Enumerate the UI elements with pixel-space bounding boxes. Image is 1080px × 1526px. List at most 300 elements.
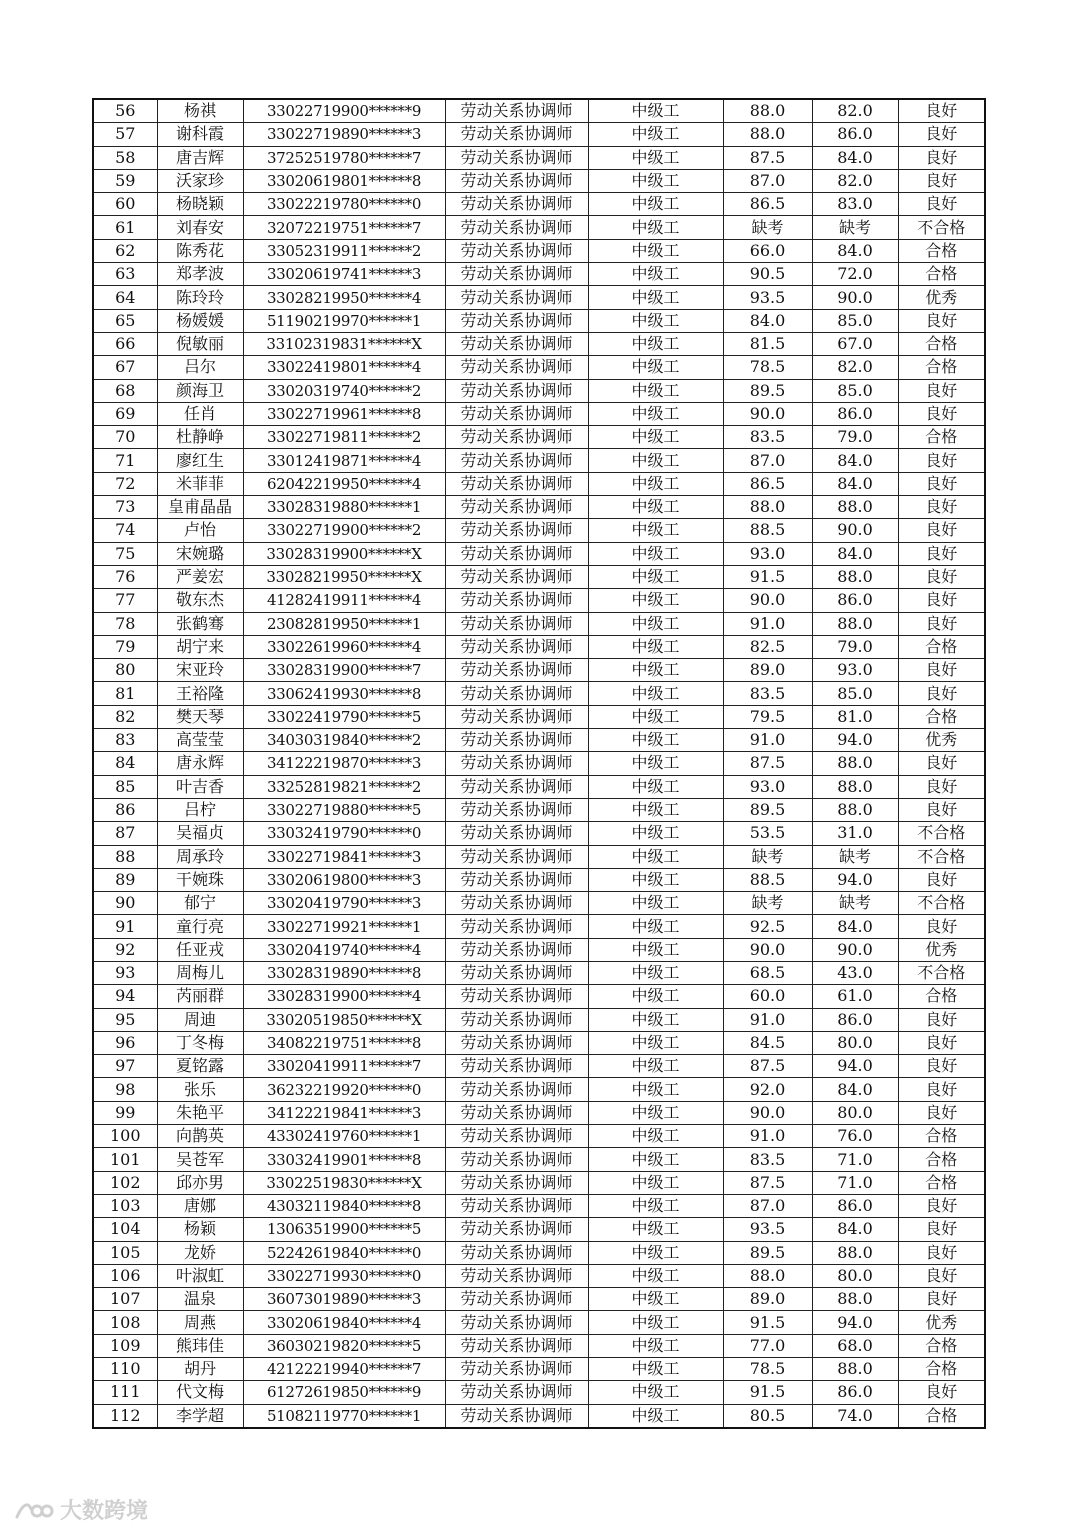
table-row — [93, 286, 985, 309]
skill-score-cell: 88.0 — [812, 1288, 898, 1311]
seq-cell: 56 — [93, 99, 157, 123]
seq-cell: 98 — [93, 1078, 157, 1101]
level-cell: 中级工 — [588, 1358, 723, 1381]
occupation-cell: 劳动关系协调师 — [445, 286, 588, 309]
level-cell: 中级工 — [588, 1381, 723, 1404]
theory-score-cell: 89.5 — [723, 379, 812, 402]
theory-score-cell: 92.0 — [723, 1078, 812, 1101]
table-row — [93, 892, 985, 915]
occupation-cell: 劳动关系协调师 — [445, 1241, 588, 1264]
seq-cell: 77 — [93, 589, 157, 612]
level-cell: 中级工 — [588, 612, 723, 635]
table-row — [93, 332, 985, 355]
level-cell: 中级工 — [588, 472, 723, 495]
grade-cell: 良好 — [898, 542, 985, 565]
occupation-cell: 劳动关系协调师 — [445, 1125, 588, 1148]
skill-score-cell: 88.0 — [812, 612, 898, 635]
occupation-cell: 劳动关系协调师 — [445, 309, 588, 332]
table-row — [93, 1241, 985, 1264]
name-cell: 敬东杰 — [157, 589, 243, 612]
id-number-cell: 33102319831******X — [243, 332, 445, 355]
theory-score-cell: 83.5 — [723, 426, 812, 449]
seq-cell: 90 — [93, 892, 157, 915]
table-row — [93, 216, 985, 239]
seq-cell: 69 — [93, 402, 157, 425]
level-cell: 中级工 — [588, 263, 723, 286]
occupation-cell: 劳动关系协调师 — [445, 379, 588, 402]
skill-score-cell: 94.0 — [812, 1055, 898, 1078]
table-row — [93, 961, 985, 984]
grade-cell: 良好 — [898, 1241, 985, 1264]
name-cell: 代文梅 — [157, 1381, 243, 1404]
id-number-cell: 33020419740******4 — [243, 938, 445, 961]
grade-cell: 良好 — [898, 99, 985, 123]
theory-score-cell: 87.5 — [723, 752, 812, 775]
theory-score-cell: 88.5 — [723, 519, 812, 542]
seq-cell: 68 — [93, 379, 157, 402]
skill-score-cell: 85.0 — [812, 379, 898, 402]
level-cell: 中级工 — [588, 216, 723, 239]
skill-score-cell: 88.0 — [812, 775, 898, 798]
name-cell: 周迪 — [157, 1008, 243, 1031]
skill-score-cell: 80.0 — [812, 1101, 898, 1124]
table-row — [93, 1194, 985, 1217]
skill-score-cell: 84.0 — [812, 915, 898, 938]
name-cell: 皇甫晶晶 — [157, 496, 243, 519]
id-number-cell: 43032119840******8 — [243, 1194, 445, 1217]
table-row — [93, 635, 985, 658]
seq-cell: 106 — [93, 1264, 157, 1287]
grade-cell: 良好 — [898, 1101, 985, 1124]
theory-score-cell: 60.0 — [723, 985, 812, 1008]
skill-score-cell: 90.0 — [812, 519, 898, 542]
grade-cell: 良好 — [898, 472, 985, 495]
name-cell: 唐娜 — [157, 1194, 243, 1217]
grade-cell: 良好 — [898, 659, 985, 682]
theory-score-cell: 90.0 — [723, 589, 812, 612]
name-cell: 吴福贞 — [157, 822, 243, 845]
name-cell: 周承玲 — [157, 845, 243, 868]
occupation-cell: 劳动关系协调师 — [445, 682, 588, 705]
occupation-cell: 劳动关系协调师 — [445, 565, 588, 588]
theory-score-cell: 缺考 — [723, 845, 812, 868]
table-row — [93, 542, 985, 565]
seq-cell: 80 — [93, 659, 157, 682]
id-number-cell: 33028319900******4 — [243, 985, 445, 1008]
theory-score-cell: 91.0 — [723, 729, 812, 752]
name-cell: 朱艳平 — [157, 1101, 243, 1124]
level-cell: 中级工 — [588, 985, 723, 1008]
occupation-cell: 劳动关系协调师 — [445, 1008, 588, 1031]
skill-score-cell: 86.0 — [812, 1381, 898, 1404]
level-cell: 中级工 — [588, 1125, 723, 1148]
skill-score-cell: 74.0 — [812, 1404, 898, 1428]
score-table-container — [92, 98, 984, 1429]
skill-score-cell: 81.0 — [812, 705, 898, 728]
table-row — [93, 263, 985, 286]
table-row — [93, 612, 985, 635]
table-row — [93, 1288, 985, 1311]
table-row — [93, 775, 985, 798]
theory-score-cell: 93.0 — [723, 542, 812, 565]
grade-cell: 良好 — [898, 449, 985, 472]
occupation-cell: 劳动关系协调师 — [445, 519, 588, 542]
occupation-cell: 劳动关系协调师 — [445, 752, 588, 775]
level-cell: 中级工 — [588, 915, 723, 938]
skill-score-cell: 76.0 — [812, 1125, 898, 1148]
occupation-cell: 劳动关系协调师 — [445, 775, 588, 798]
theory-score-cell: 86.5 — [723, 193, 812, 216]
table-row — [93, 1148, 985, 1171]
level-cell: 中级工 — [588, 938, 723, 961]
grade-cell: 良好 — [898, 775, 985, 798]
watermark — [14, 1494, 148, 1524]
table-row — [93, 519, 985, 542]
table-row — [93, 915, 985, 938]
grade-cell: 良好 — [898, 169, 985, 192]
level-cell: 中级工 — [588, 1078, 723, 1101]
theory-score-cell: 89.0 — [723, 1288, 812, 1311]
level-cell: 中级工 — [588, 332, 723, 355]
level-cell: 中级工 — [588, 822, 723, 845]
grade-cell: 优秀 — [898, 938, 985, 961]
seq-cell: 65 — [93, 309, 157, 332]
grade-cell: 良好 — [898, 798, 985, 821]
id-number-cell: 33022419801******4 — [243, 356, 445, 379]
skill-score-cell: 85.0 — [812, 309, 898, 332]
level-cell: 中级工 — [588, 309, 723, 332]
name-cell: 周燕 — [157, 1311, 243, 1334]
level-cell: 中级工 — [588, 169, 723, 192]
grade-cell: 合格 — [898, 1334, 985, 1357]
level-cell: 中级工 — [588, 961, 723, 984]
table-row — [93, 822, 985, 845]
grade-cell: 优秀 — [898, 1311, 985, 1334]
occupation-cell: 劳动关系协调师 — [445, 216, 588, 239]
skill-score-cell: 80.0 — [812, 1264, 898, 1287]
seq-cell: 70 — [93, 426, 157, 449]
seq-cell: 100 — [93, 1125, 157, 1148]
occupation-cell: 劳动关系协调师 — [445, 589, 588, 612]
level-cell: 中级工 — [588, 1264, 723, 1287]
skill-score-cell: 93.0 — [812, 659, 898, 682]
id-number-cell: 23082819950******1 — [243, 612, 445, 635]
skill-score-cell: 86.0 — [812, 123, 898, 146]
grade-cell: 良好 — [898, 1264, 985, 1287]
table-row — [93, 729, 985, 752]
seq-cell: 82 — [93, 705, 157, 728]
seq-cell: 96 — [93, 1031, 157, 1054]
id-number-cell: 34030319840******2 — [243, 729, 445, 752]
skill-score-cell: 94.0 — [812, 729, 898, 752]
theory-score-cell: 91.5 — [723, 565, 812, 588]
seq-cell: 61 — [93, 216, 157, 239]
occupation-cell: 劳动关系协调师 — [445, 845, 588, 868]
name-cell: 唐永辉 — [157, 752, 243, 775]
level-cell: 中级工 — [588, 1194, 723, 1217]
seq-cell: 110 — [93, 1358, 157, 1381]
skill-score-cell: 84.0 — [812, 146, 898, 169]
level-cell: 中级工 — [588, 1218, 723, 1241]
table-row — [93, 1404, 985, 1428]
skill-score-cell: 86.0 — [812, 1008, 898, 1031]
seq-cell: 109 — [93, 1334, 157, 1357]
grade-cell: 良好 — [898, 682, 985, 705]
skill-score-cell: 79.0 — [812, 426, 898, 449]
table-row — [93, 1031, 985, 1054]
name-cell: 童行亮 — [157, 915, 243, 938]
theory-score-cell: 87.0 — [723, 449, 812, 472]
grade-cell: 良好 — [898, 146, 985, 169]
table-row — [93, 146, 985, 169]
seq-cell: 93 — [93, 961, 157, 984]
theory-score-cell: 86.5 — [723, 472, 812, 495]
table-row — [93, 496, 985, 519]
name-cell: 夏铭露 — [157, 1055, 243, 1078]
name-cell: 杨颖 — [157, 1218, 243, 1241]
table-row — [93, 985, 985, 1008]
occupation-cell: 劳动关系协调师 — [445, 496, 588, 519]
theory-score-cell: 91.0 — [723, 612, 812, 635]
level-cell: 中级工 — [588, 705, 723, 728]
level-cell: 中级工 — [588, 1031, 723, 1054]
level-cell: 中级工 — [588, 892, 723, 915]
occupation-cell: 劳动关系协调师 — [445, 729, 588, 752]
name-cell: 杜静峥 — [157, 426, 243, 449]
seq-cell: 74 — [93, 519, 157, 542]
name-cell: 卢怡 — [157, 519, 243, 542]
level-cell: 中级工 — [588, 565, 723, 588]
seq-cell: 84 — [93, 752, 157, 775]
occupation-cell: 劳动关系协调师 — [445, 1148, 588, 1171]
skill-score-cell: 94.0 — [812, 1311, 898, 1334]
skill-score-cell: 缺考 — [812, 892, 898, 915]
table-row — [93, 309, 985, 332]
grade-cell: 良好 — [898, 309, 985, 332]
theory-score-cell: 93.5 — [723, 286, 812, 309]
table-row — [93, 239, 985, 262]
grade-cell: 合格 — [898, 1148, 985, 1171]
grade-cell: 合格 — [898, 1171, 985, 1194]
skill-score-cell: 86.0 — [812, 589, 898, 612]
skill-score-cell: 80.0 — [812, 1031, 898, 1054]
skill-score-cell: 84.0 — [812, 1218, 898, 1241]
table-row — [93, 472, 985, 495]
seq-cell: 89 — [93, 868, 157, 891]
theory-score-cell: 77.0 — [723, 1334, 812, 1357]
table-row — [93, 1264, 985, 1287]
id-number-cell: 33022519830******X — [243, 1171, 445, 1194]
name-cell: 胡丹 — [157, 1358, 243, 1381]
name-cell: 叶吉香 — [157, 775, 243, 798]
skill-score-cell: 90.0 — [812, 286, 898, 309]
id-number-cell: 33022619960******4 — [243, 635, 445, 658]
id-number-cell: 33022719841******3 — [243, 845, 445, 868]
skill-score-cell: 94.0 — [812, 868, 898, 891]
theory-score-cell: 88.0 — [723, 1264, 812, 1287]
grade-cell: 优秀 — [898, 286, 985, 309]
level-cell: 中级工 — [588, 1404, 723, 1428]
id-number-cell: 33062419930******8 — [243, 682, 445, 705]
grade-cell: 良好 — [898, 1381, 985, 1404]
occupation-cell: 劳动关系协调师 — [445, 892, 588, 915]
seq-cell: 81 — [93, 682, 157, 705]
name-cell: 任肖 — [157, 402, 243, 425]
id-number-cell: 33022419790******5 — [243, 705, 445, 728]
grade-cell: 良好 — [898, 1218, 985, 1241]
table-row — [93, 1311, 985, 1334]
id-number-cell: 33022719880******5 — [243, 798, 445, 821]
theory-score-cell: 84.5 — [723, 1031, 812, 1054]
skill-score-cell: 72.0 — [812, 263, 898, 286]
occupation-cell: 劳动关系协调师 — [445, 915, 588, 938]
id-number-cell: 36030219820******5 — [243, 1334, 445, 1357]
grade-cell: 不合格 — [898, 845, 985, 868]
grade-cell: 良好 — [898, 1055, 985, 1078]
table-row — [93, 1334, 985, 1357]
level-cell: 中级工 — [588, 1334, 723, 1357]
table-row — [93, 1381, 985, 1404]
theory-score-cell: 87.5 — [723, 146, 812, 169]
id-number-cell: 34082219751******8 — [243, 1031, 445, 1054]
skill-score-cell: 88.0 — [812, 1358, 898, 1381]
table-row — [93, 1218, 985, 1241]
table-row — [93, 659, 985, 682]
skill-score-cell: 86.0 — [812, 1194, 898, 1217]
occupation-cell: 劳动关系协调师 — [445, 239, 588, 262]
grade-cell: 合格 — [898, 985, 985, 1008]
skill-score-cell: 85.0 — [812, 682, 898, 705]
skill-score-cell: 82.0 — [812, 356, 898, 379]
level-cell: 中级工 — [588, 286, 723, 309]
skill-score-cell: 88.0 — [812, 1241, 898, 1264]
name-cell: 宋婉璐 — [157, 542, 243, 565]
occupation-cell: 劳动关系协调师 — [445, 985, 588, 1008]
theory-score-cell: 93.5 — [723, 1218, 812, 1241]
id-number-cell: 51082119770******1 — [243, 1404, 445, 1428]
theory-score-cell: 91.0 — [723, 1125, 812, 1148]
seq-cell: 97 — [93, 1055, 157, 1078]
seq-cell: 112 — [93, 1404, 157, 1428]
name-cell: 颜海卫 — [157, 379, 243, 402]
id-number-cell: 33022719890******3 — [243, 123, 445, 146]
seq-cell: 78 — [93, 612, 157, 635]
theory-score-cell: 80.5 — [723, 1404, 812, 1428]
level-cell: 中级工 — [588, 146, 723, 169]
id-number-cell: 42122219940******7 — [243, 1358, 445, 1381]
name-cell: 樊天琴 — [157, 705, 243, 728]
grade-cell: 优秀 — [898, 729, 985, 752]
id-number-cell: 33020619741******3 — [243, 263, 445, 286]
name-cell: 高莹莹 — [157, 729, 243, 752]
seq-cell: 102 — [93, 1171, 157, 1194]
occupation-cell: 劳动关系协调师 — [445, 822, 588, 845]
level-cell: 中级工 — [588, 99, 723, 123]
theory-score-cell: 89.5 — [723, 798, 812, 821]
seq-cell: 103 — [93, 1194, 157, 1217]
grade-cell: 良好 — [898, 565, 985, 588]
level-cell: 中级工 — [588, 496, 723, 519]
table-body — [93, 99, 985, 1428]
level-cell: 中级工 — [588, 798, 723, 821]
grade-cell: 合格 — [898, 1358, 985, 1381]
id-number-cell: 33052319911******2 — [243, 239, 445, 262]
table-row — [93, 426, 985, 449]
id-number-cell: 33020619801******8 — [243, 169, 445, 192]
grade-cell: 良好 — [898, 1194, 985, 1217]
occupation-cell: 劳动关系协调师 — [445, 402, 588, 425]
seq-cell: 108 — [93, 1311, 157, 1334]
theory-score-cell: 78.5 — [723, 1358, 812, 1381]
name-cell: 郑孝波 — [157, 263, 243, 286]
name-cell: 杨晓颖 — [157, 193, 243, 216]
skill-score-cell: 43.0 — [812, 961, 898, 984]
name-cell: 吴苍军 — [157, 1148, 243, 1171]
table-row — [93, 99, 985, 123]
level-cell: 中级工 — [588, 519, 723, 542]
name-cell: 杨祺 — [157, 99, 243, 123]
grade-cell: 良好 — [898, 1078, 985, 1101]
skill-score-cell: 88.0 — [812, 565, 898, 588]
score-table — [92, 98, 986, 1429]
occupation-cell: 劳动关系协调师 — [445, 263, 588, 286]
theory-score-cell: 91.5 — [723, 1381, 812, 1404]
id-number-cell: 33028219950******4 — [243, 286, 445, 309]
name-cell: 李学超 — [157, 1404, 243, 1428]
name-cell: 严姜宏 — [157, 565, 243, 588]
skill-score-cell: 82.0 — [812, 169, 898, 192]
grade-cell: 良好 — [898, 868, 985, 891]
level-cell: 中级工 — [588, 542, 723, 565]
id-number-cell: 33020419790******3 — [243, 892, 445, 915]
grade-cell: 不合格 — [898, 961, 985, 984]
skill-score-cell: 61.0 — [812, 985, 898, 1008]
occupation-cell: 劳动关系协调师 — [445, 169, 588, 192]
occupation-cell: 劳动关系协调师 — [445, 1171, 588, 1194]
name-cell: 周梅儿 — [157, 961, 243, 984]
table-row — [93, 1101, 985, 1124]
theory-score-cell: 78.5 — [723, 356, 812, 379]
skill-score-cell: 83.0 — [812, 193, 898, 216]
occupation-cell: 劳动关系协调师 — [445, 123, 588, 146]
id-number-cell: 41282419911******4 — [243, 589, 445, 612]
level-cell: 中级工 — [588, 449, 723, 472]
seq-cell: 75 — [93, 542, 157, 565]
occupation-cell: 劳动关系协调师 — [445, 426, 588, 449]
occupation-cell: 劳动关系协调师 — [445, 868, 588, 891]
skill-score-cell: 31.0 — [812, 822, 898, 845]
occupation-cell: 劳动关系协调师 — [445, 193, 588, 216]
grade-cell: 不合格 — [898, 216, 985, 239]
table-row — [93, 565, 985, 588]
table-row — [93, 589, 985, 612]
seq-cell: 63 — [93, 263, 157, 286]
id-number-cell: 51190219970******1 — [243, 309, 445, 332]
skill-score-cell: 84.0 — [812, 1078, 898, 1101]
grade-cell: 良好 — [898, 402, 985, 425]
occupation-cell: 劳动关系协调师 — [445, 1311, 588, 1334]
grade-cell: 良好 — [898, 1008, 985, 1031]
id-number-cell: 36232219920******0 — [243, 1078, 445, 1101]
level-cell: 中级工 — [588, 402, 723, 425]
grade-cell: 合格 — [898, 1125, 985, 1148]
seq-cell: 85 — [93, 775, 157, 798]
theory-score-cell: 87.5 — [723, 1055, 812, 1078]
id-number-cell: 33020619800******3 — [243, 868, 445, 891]
occupation-cell: 劳动关系协调师 — [445, 635, 588, 658]
grade-cell: 合格 — [898, 1404, 985, 1428]
seq-cell: 57 — [93, 123, 157, 146]
